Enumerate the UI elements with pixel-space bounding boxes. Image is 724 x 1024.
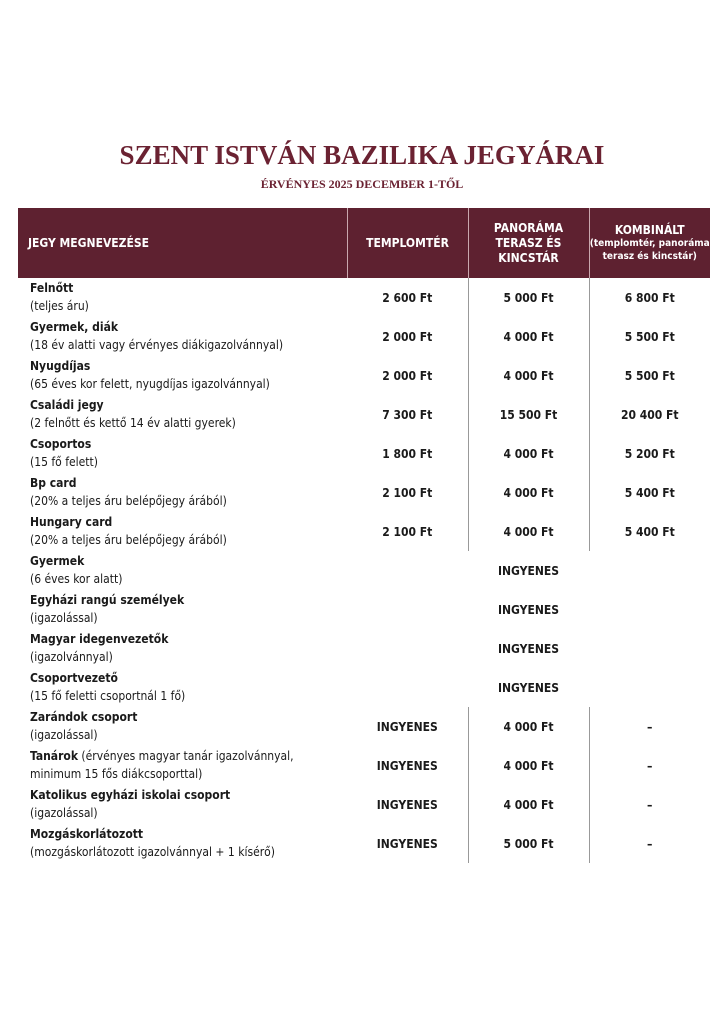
price-table xyxy=(18,208,710,863)
ticket-name-cell xyxy=(18,395,347,434)
ticket-note: (18 év alatti vagy érvényes diákigazolvánnyal) xyxy=(30,337,284,352)
ticket-name: Családi jegy xyxy=(30,398,104,413)
table-row xyxy=(18,278,710,317)
header-kombinalt xyxy=(589,208,710,278)
price-templomter: INGYENES xyxy=(376,758,438,773)
ticket-name: Csoportvezető xyxy=(30,671,118,686)
ticket-name: Bp card xyxy=(30,476,77,491)
price-kombinalt: – xyxy=(589,707,710,746)
table-row xyxy=(18,551,710,590)
price-panorama: 4 000 Ft xyxy=(468,785,589,824)
price-templomter: INGYENES xyxy=(376,719,438,734)
table-row xyxy=(18,512,710,551)
ticket-name: Mozgáskorlátozott xyxy=(30,827,144,842)
price-panorama: INGYENES xyxy=(497,563,560,578)
table-row xyxy=(18,590,710,629)
ticket-name-cell xyxy=(18,824,347,863)
ticket-name: Gyermek xyxy=(30,554,85,569)
price-templomter: INGYENES xyxy=(376,797,438,812)
ticket-name-cell xyxy=(18,668,347,707)
ticket-name: Tanárok xyxy=(30,749,78,764)
ticket-note: (teljes áru) xyxy=(30,298,89,313)
ticket-name-cell xyxy=(18,785,347,824)
header-kombinalt-note: (templomtér, panoráma terasz és kincstár) xyxy=(589,238,710,262)
price-templomter: 2 600 Ft xyxy=(382,290,433,305)
ticket-name: Zarándok csoport xyxy=(30,710,138,725)
price-kombinalt: 6 800 Ft xyxy=(589,278,710,317)
price-kombinalt: – xyxy=(589,824,710,863)
price-templomter: 2 000 Ft xyxy=(382,368,433,383)
price-kombinalt: 5 400 Ft xyxy=(589,512,710,551)
price-panorama: INGYENES xyxy=(497,602,560,617)
table-row xyxy=(18,668,710,707)
table-row xyxy=(18,629,710,668)
ticket-note: (15 fő feletti csoportnál 1 fő) xyxy=(30,688,186,703)
price-panorama: 15 500 Ft xyxy=(468,395,589,434)
ticket-note: (20% a teljes áru belépőjegy árából) xyxy=(30,493,227,508)
ticket-name: Nyugdíjas xyxy=(30,359,91,374)
ticket-note: (igazolvánnyal) xyxy=(30,649,113,664)
price-panorama: 4 000 Ft xyxy=(468,746,589,785)
price-kombinalt: 5 500 Ft xyxy=(589,317,710,356)
price-panorama: 4 000 Ft xyxy=(468,473,589,512)
ticket-note: minimum 15 fős diákcsoporttal) xyxy=(30,766,203,781)
price-panorama: 5 000 Ft xyxy=(468,278,589,317)
price-kombinalt: 5 500 Ft xyxy=(589,356,710,395)
header-panorama xyxy=(468,208,589,278)
header-kombinalt-label: KOMBINÁLT xyxy=(614,223,685,237)
price-kombinalt: – xyxy=(589,785,710,824)
ticket-note: (6 éves kor alatt) xyxy=(30,571,123,586)
table-header xyxy=(18,208,710,278)
ticket-note: (igazolással) xyxy=(30,610,98,625)
ticket-note: (2 felnőtt és kettő 14 év alatti gyerek) xyxy=(30,415,236,430)
header-panorama-label: PANORÁMA TERASZ ÉS KINCSTÁR xyxy=(493,220,564,265)
ticket-note: (mozgáskorlátozott igazolvánnyal + 1 kísérő) xyxy=(30,844,275,859)
ticket-note: (15 fő felett) xyxy=(30,454,98,469)
ticket-note: (65 éves kor felett, nyugdíjas igazolvánnyal) xyxy=(30,376,270,391)
ticket-note: (igazolással) xyxy=(30,805,98,820)
table-row xyxy=(18,356,710,395)
price-kombinalt: 20 400 Ft xyxy=(589,395,710,434)
price-panorama: 4 000 Ft xyxy=(468,356,589,395)
ticket-name-cell xyxy=(18,707,347,746)
price-panorama: 4 000 Ft xyxy=(468,434,589,473)
ticket-name: Egyházi rangú személyek xyxy=(30,593,185,608)
price-templomter: 1 800 Ft xyxy=(382,446,433,461)
price-kombinalt: 5 200 Ft xyxy=(589,434,710,473)
ticket-name-cell xyxy=(18,590,347,629)
price-kombinalt: 5 400 Ft xyxy=(589,473,710,512)
ticket-name-cell xyxy=(18,512,347,551)
ticket-note: (igazolással) xyxy=(30,727,98,742)
header-templomter: TEMPLOMTÉR xyxy=(347,208,468,278)
ticket-name: Gyermek, diák xyxy=(30,320,119,335)
ticket-note: (20% a teljes áru belépőjegy árából) xyxy=(30,532,227,547)
table-row xyxy=(18,317,710,356)
price-templomter: INGYENES xyxy=(376,836,438,851)
price-panorama: 5 000 Ft xyxy=(468,824,589,863)
price-templomter: 2 100 Ft xyxy=(382,485,433,500)
ticket-name-cell xyxy=(18,278,347,317)
table-row xyxy=(18,746,710,785)
ticket-name-cell xyxy=(18,551,347,590)
ticket-name: Felnőtt xyxy=(30,281,74,296)
table-row xyxy=(18,707,710,746)
price-panorama: 4 000 Ft xyxy=(468,512,589,551)
ticket-name-cell xyxy=(18,356,347,395)
price-panorama: 4 000 Ft xyxy=(468,707,589,746)
ticket-name-cell xyxy=(18,746,347,785)
page-subtitle: ÉRVÉNYES 2025 DECEMBER 1-TŐL xyxy=(260,177,464,191)
table-row xyxy=(18,473,710,512)
price-kombinalt: – xyxy=(589,746,710,785)
ticket-name: Katolikus egyházi iskolai csoport xyxy=(30,788,231,803)
table-row xyxy=(18,824,710,863)
price-templomter: 2 100 Ft xyxy=(382,524,433,539)
ticket-name: Hungary card xyxy=(30,515,113,530)
ticket-name: Csoportos xyxy=(30,437,92,452)
ticket-name-cell xyxy=(18,629,347,668)
ticket-name-cell xyxy=(18,317,347,356)
price-templomter: 2 000 Ft xyxy=(382,329,433,344)
price-panorama: 4 000 Ft xyxy=(468,317,589,356)
ticket-name: Magyar idegenvezetők xyxy=(30,632,169,647)
price-panorama: INGYENES xyxy=(497,641,560,656)
table-row xyxy=(18,395,710,434)
price-templomter: 7 300 Ft xyxy=(382,407,433,422)
table-row xyxy=(18,434,710,473)
page-title: SZENT ISTVÁN BAZILIKA JEGYÁRAI xyxy=(119,140,605,170)
ticket-inline-note: (érvényes magyar tanár igazolvánnyal, xyxy=(78,749,294,764)
table-row xyxy=(18,785,710,824)
price-panorama: INGYENES xyxy=(497,680,560,695)
header-name: JEGY MEGNEVEZÉSE xyxy=(18,208,347,278)
ticket-name-cell xyxy=(18,434,347,473)
ticket-name-cell xyxy=(18,473,347,512)
